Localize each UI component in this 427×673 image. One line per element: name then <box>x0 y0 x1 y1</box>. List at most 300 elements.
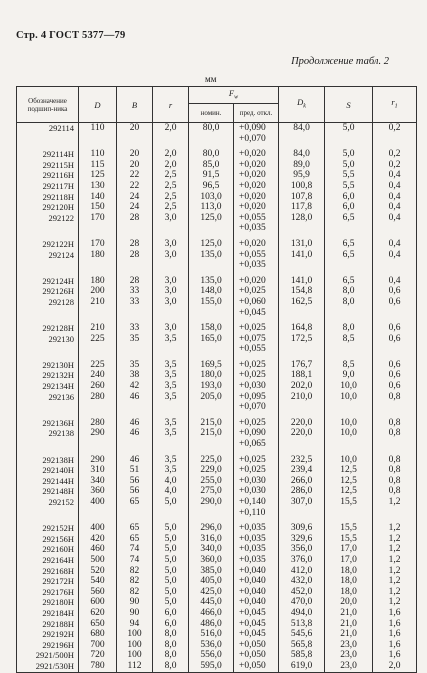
cell-B: 82 <box>117 576 153 587</box>
cell-r1: 0,6 <box>373 323 417 334</box>
cell-r1: 0,6 <box>373 297 417 308</box>
cell-Dk <box>279 223 325 234</box>
table-row <box>17 465 417 476</box>
cell-B: 42 <box>117 381 153 392</box>
col-r1-letter: r <box>391 97 395 108</box>
cell-nom: 103,0 <box>189 192 234 203</box>
cell-Dk: 220,0 <box>279 428 325 439</box>
cell-des: 2921/500Н <box>17 650 79 661</box>
cell-D: 170 <box>79 239 117 250</box>
cell-S: 18,0 <box>325 587 373 598</box>
cell-r: 5,0 <box>153 597 189 608</box>
cell-des: 292132Н <box>17 370 79 381</box>
cell-des: 292164Н <box>17 555 79 566</box>
cell-tol: +0,055 <box>234 213 279 224</box>
cell-B: 82 <box>117 566 153 577</box>
cell-B <box>117 260 153 271</box>
cell-des: 292134Н <box>17 381 79 392</box>
cell-tol: +0,035 <box>234 223 279 234</box>
col-Fw-letter: F <box>228 87 235 98</box>
table-header <box>17 87 417 123</box>
cell-S <box>325 134 373 145</box>
cell-S: 8,0 <box>325 297 373 308</box>
cell-S <box>325 223 373 234</box>
cell-tol: +0,040 <box>234 587 279 598</box>
cell-des <box>17 402 79 413</box>
table-row <box>17 402 417 413</box>
cell-tol: +0,040 <box>234 576 279 587</box>
cell-r <box>153 134 189 145</box>
cell-des: 292126Н <box>17 286 79 297</box>
cell-r: 3,0 <box>153 297 189 308</box>
cell-des: 292115Н <box>17 160 79 171</box>
cell-nom: 255,0 <box>189 476 234 487</box>
cell-S: 10,0 <box>325 455 373 466</box>
cell-r: 2,0 <box>153 149 189 160</box>
cell-r: 5,0 <box>153 566 189 577</box>
table-row <box>17 650 417 661</box>
cell-D: 260 <box>79 381 117 392</box>
cell-r1: 0,4 <box>373 192 417 203</box>
table-row <box>17 544 417 555</box>
cell-r1: 0,4 <box>373 239 417 250</box>
cell-S: 23,0 <box>325 650 373 661</box>
table-row <box>17 392 417 403</box>
cell-nom: 229,0 <box>189 465 234 476</box>
cell-des: 292122Н <box>17 239 79 250</box>
cell-Dk: 100,8 <box>279 181 325 192</box>
cell-des <box>17 308 79 319</box>
cell-r: 3,0 <box>153 276 189 287</box>
cell-D <box>79 344 117 355</box>
cell-r: 3,5 <box>153 465 189 476</box>
cell-Dk: 172,5 <box>279 334 325 345</box>
cell-r: 8,0 <box>153 650 189 661</box>
cell-B <box>117 508 153 519</box>
cell-r1: 0,4 <box>373 250 417 261</box>
cell-nom: 445,0 <box>189 597 234 608</box>
page-header: Стр. 4 ГОСТ 5377—79 <box>16 30 126 41</box>
cell-nom: 296,0 <box>189 523 234 534</box>
cell-D: 700 <box>79 640 117 651</box>
cell-B: 74 <box>117 555 153 566</box>
cell-nom: 215,0 <box>189 418 234 429</box>
cell-des: 292114Н <box>17 149 79 160</box>
cell-D: 225 <box>79 334 117 345</box>
cell-des: 292152Н <box>17 523 79 534</box>
cell-des: 292124Н <box>17 276 79 287</box>
cell-nom: 125,0 <box>189 213 234 224</box>
cell-S: 8,5 <box>325 334 373 345</box>
table-row <box>17 170 417 181</box>
cell-r: 3,5 <box>153 418 189 429</box>
cell-nom: 169,5 <box>189 360 234 371</box>
cell-tol: +0,050 <box>234 661 279 672</box>
table-row <box>17 297 417 308</box>
cell-D: 560 <box>79 587 117 598</box>
cell-r1 <box>373 402 417 413</box>
cell-Dk: 545,6 <box>279 629 325 640</box>
cell-B: 28 <box>117 276 153 287</box>
table-body <box>17 123 417 673</box>
cell-D: 125 <box>79 170 117 181</box>
cell-S: 21,0 <box>325 608 373 619</box>
cell-B: 65 <box>117 497 153 508</box>
cell-r1 <box>373 260 417 271</box>
cell-nom: 113,0 <box>189 202 234 213</box>
cell-des: 2921/530Н <box>17 661 79 672</box>
cell-r: 2,5 <box>153 202 189 213</box>
cell-des: 292144Н <box>17 476 79 487</box>
cell-B <box>117 308 153 319</box>
cell-S: 10,0 <box>325 428 373 439</box>
cell-Dk <box>279 260 325 271</box>
cell-r <box>153 508 189 519</box>
cell-r: 2,5 <box>153 192 189 203</box>
cell-tol: +0,045 <box>234 619 279 630</box>
cell-r <box>153 402 189 413</box>
cell-nom: 135,0 <box>189 250 234 261</box>
cell-tol: +0,020 <box>234 149 279 160</box>
cell-tol: +0,035 <box>234 534 279 545</box>
cell-S: 21,0 <box>325 619 373 630</box>
cell-D: 150 <box>79 202 117 213</box>
cell-r1: 1,6 <box>373 629 417 640</box>
table-row <box>17 286 417 297</box>
cell-B: 65 <box>117 534 153 545</box>
cell-B <box>117 402 153 413</box>
cell-r: 5,0 <box>153 544 189 555</box>
cell-r1: 0,2 <box>373 123 417 134</box>
cell-Dk <box>279 439 325 450</box>
cell-r1: 0,8 <box>373 392 417 403</box>
cell-r1: 0,4 <box>373 276 417 287</box>
cell-r: 5,0 <box>153 523 189 534</box>
cell-tol: +0,020 <box>234 192 279 203</box>
cell-r1: 0,4 <box>373 170 417 181</box>
cell-r1 <box>373 134 417 145</box>
cell-B <box>117 439 153 450</box>
cell-nom: 225,0 <box>189 455 234 466</box>
cell-B: 112 <box>117 661 153 672</box>
cell-r1: 0,4 <box>373 202 417 213</box>
cell-S <box>325 344 373 355</box>
cell-des: 292138 <box>17 428 79 439</box>
cell-Dk: 117,8 <box>279 202 325 213</box>
table-row <box>17 439 417 450</box>
cell-r1 <box>373 344 417 355</box>
cell-Dk: 154,8 <box>279 286 325 297</box>
cell-Dk <box>279 134 325 145</box>
cell-r: 4,0 <box>153 476 189 487</box>
bearing-dimensions-table <box>16 86 416 673</box>
cell-r1: 0,8 <box>373 465 417 476</box>
table-row <box>17 381 417 392</box>
table-row <box>17 661 417 672</box>
cell-r: 3,5 <box>153 392 189 403</box>
table-row <box>17 223 417 234</box>
cell-B: 28 <box>117 213 153 224</box>
cell-D: 110 <box>79 149 117 160</box>
cell-Dk: 565,8 <box>279 640 325 651</box>
cell-S: 6,5 <box>325 276 373 287</box>
cell-r1: 1,2 <box>373 544 417 555</box>
cell-des: 292136Н <box>17 418 79 429</box>
cell-r1: 1,6 <box>373 608 417 619</box>
cell-B: 20 <box>117 160 153 171</box>
cell-S: 23,0 <box>325 661 373 672</box>
cell-r1: 0,2 <box>373 149 417 160</box>
cell-tol: +0,035 <box>234 523 279 534</box>
col-Fw-subscript: w <box>234 94 239 101</box>
cell-S: 12,5 <box>325 476 373 487</box>
cell-nom <box>189 344 234 355</box>
col-D: D <box>79 87 117 123</box>
cell-tol: +0,070 <box>234 402 279 413</box>
cell-nom: 91,5 <box>189 170 234 181</box>
cell-B <box>117 223 153 234</box>
cell-S: 12,5 <box>325 486 373 497</box>
cell-S <box>325 402 373 413</box>
cell-S: 18,0 <box>325 566 373 577</box>
cell-nom: 135,0 <box>189 276 234 287</box>
table-row <box>17 486 417 497</box>
col-Fw-nominal: номин. <box>189 104 234 123</box>
cell-nom: 360,0 <box>189 555 234 566</box>
cell-nom: 290,0 <box>189 497 234 508</box>
cell-D: 400 <box>79 523 117 534</box>
table-row <box>17 597 417 608</box>
cell-B: 22 <box>117 181 153 192</box>
cell-D: 420 <box>79 534 117 545</box>
table-row <box>17 455 417 466</box>
cell-nom: 385,0 <box>189 566 234 577</box>
cell-tol: +0,020 <box>234 239 279 250</box>
cell-des <box>17 439 79 450</box>
cell-D: 780 <box>79 661 117 672</box>
cell-tol: +0,065 <box>234 439 279 450</box>
cell-Dk: 128,0 <box>279 213 325 224</box>
cell-Dk: 585,8 <box>279 650 325 661</box>
cell-r <box>153 260 189 271</box>
cell-des: 292124 <box>17 250 79 261</box>
cell-des: 292136 <box>17 392 79 403</box>
table-row <box>17 476 417 487</box>
cell-r1: 1,2 <box>373 597 417 608</box>
cell-Dk: 432,0 <box>279 576 325 587</box>
cell-D <box>79 508 117 519</box>
cell-Dk: 329,6 <box>279 534 325 545</box>
cell-nom: 405,0 <box>189 576 234 587</box>
table-row <box>17 134 417 145</box>
cell-D: 650 <box>79 619 117 630</box>
cell-r: 3,0 <box>153 213 189 224</box>
cell-B: 46 <box>117 455 153 466</box>
cell-S: 5,5 <box>325 170 373 181</box>
col-designation: Обозначение подшип-ника <box>17 87 79 123</box>
cell-r1: 0,6 <box>373 370 417 381</box>
cell-des <box>17 134 79 145</box>
cell-S: 6,5 <box>325 250 373 261</box>
cell-nom <box>189 134 234 145</box>
cell-S: 8,5 <box>325 360 373 371</box>
cell-tol: +0,045 <box>234 629 279 640</box>
table-row <box>17 523 417 534</box>
cell-B: 38 <box>117 370 153 381</box>
cell-nom <box>189 402 234 413</box>
cell-S: 10,0 <box>325 392 373 403</box>
table-row <box>17 629 417 640</box>
cell-r <box>153 223 189 234</box>
cell-des: 292116Н <box>17 170 79 181</box>
cell-S <box>325 308 373 319</box>
cell-B: 100 <box>117 640 153 651</box>
cell-B: 56 <box>117 476 153 487</box>
cell-r1 <box>373 223 417 234</box>
cell-des: 292172Н <box>17 576 79 587</box>
table-row <box>17 344 417 355</box>
cell-S: 8,0 <box>325 323 373 334</box>
cell-D: 400 <box>79 497 117 508</box>
cell-r1: 0,8 <box>373 486 417 497</box>
cell-r: 3,5 <box>153 381 189 392</box>
cell-des: 292128 <box>17 297 79 308</box>
cell-tol: +0,025 <box>234 360 279 371</box>
cell-tol: +0,020 <box>234 181 279 192</box>
cell-D: 340 <box>79 476 117 487</box>
cell-des: 292184Н <box>17 608 79 619</box>
cell-B: 35 <box>117 334 153 345</box>
cell-D: 280 <box>79 392 117 403</box>
cell-nom: 148,0 <box>189 286 234 297</box>
col-Dk-letter: D <box>297 97 304 108</box>
table-row <box>17 576 417 587</box>
cell-B: 90 <box>117 608 153 619</box>
cell-des: 292180Н <box>17 597 79 608</box>
cell-S: 5,0 <box>325 149 373 160</box>
cell-r: 3,5 <box>153 455 189 466</box>
cell-r: 2,5 <box>153 181 189 192</box>
cell-D: 280 <box>79 418 117 429</box>
cell-r1: 0,8 <box>373 418 417 429</box>
cell-r <box>153 344 189 355</box>
cell-tol: +0,020 <box>234 160 279 171</box>
cell-r <box>153 308 189 319</box>
cell-B <box>117 134 153 145</box>
table-row <box>17 308 417 319</box>
cell-r: 5,0 <box>153 497 189 508</box>
cell-D: 110 <box>79 123 117 134</box>
col-Fw-group <box>189 87 279 104</box>
col-Fw-tolerance: пред. откл. <box>234 104 279 123</box>
cell-B: 20 <box>117 149 153 160</box>
cell-des: 292192Н <box>17 629 79 640</box>
cell-nom: 85,0 <box>189 160 234 171</box>
cell-nom: 96,5 <box>189 181 234 192</box>
cell-tol: +0,030 <box>234 486 279 497</box>
cell-D: 200 <box>79 286 117 297</box>
cell-D: 620 <box>79 608 117 619</box>
table-row <box>17 276 417 287</box>
cell-tol: +0,075 <box>234 334 279 345</box>
cell-tol: +0,140 <box>234 497 279 508</box>
cell-Dk: 210,0 <box>279 392 325 403</box>
cell-Dk: 470,0 <box>279 597 325 608</box>
cell-tol: +0,020 <box>234 276 279 287</box>
cell-des <box>17 344 79 355</box>
cell-r1: 0,4 <box>373 181 417 192</box>
table-row <box>17 555 417 566</box>
cell-r1: 1,2 <box>373 576 417 587</box>
table-row <box>17 239 417 250</box>
cell-tol: +0,025 <box>234 323 279 334</box>
cell-tol: +0,035 <box>234 555 279 566</box>
cell-r1: 1,6 <box>373 650 417 661</box>
cell-D: 140 <box>79 192 117 203</box>
cell-Dk: 356,0 <box>279 544 325 555</box>
cell-r1 <box>373 508 417 519</box>
col-r1-subscript: 1 <box>394 103 398 110</box>
cell-tol: +0,035 <box>234 544 279 555</box>
cell-tol: +0,025 <box>234 418 279 429</box>
cell-Dk: 176,7 <box>279 360 325 371</box>
cell-nom: 80,0 <box>189 123 234 134</box>
cell-Dk: 619,0 <box>279 661 325 672</box>
cell-r: 3,0 <box>153 239 189 250</box>
cell-S <box>325 439 373 450</box>
cell-Dk: 239,4 <box>279 465 325 476</box>
cell-B: 28 <box>117 239 153 250</box>
cell-S: 10,0 <box>325 381 373 392</box>
col-Dk-subscript: k <box>303 103 306 110</box>
table-row <box>17 608 417 619</box>
cell-des: 292140Н <box>17 465 79 476</box>
cell-D: 500 <box>79 555 117 566</box>
cell-des <box>17 260 79 271</box>
cell-des: 292120Н <box>17 202 79 213</box>
cell-r1: 0,8 <box>373 455 417 466</box>
table-row <box>17 587 417 598</box>
cell-des: 292168Н <box>17 566 79 577</box>
cell-des <box>17 223 79 234</box>
cell-B: 22 <box>117 170 153 181</box>
cell-des: 292156Н <box>17 534 79 545</box>
cell-nom: 165,0 <box>189 334 234 345</box>
cell-nom <box>189 508 234 519</box>
cell-Dk: 89,0 <box>279 160 325 171</box>
cell-r1: 1,6 <box>373 619 417 630</box>
cell-Dk: 309,6 <box>279 523 325 534</box>
cell-B: 33 <box>117 286 153 297</box>
cell-B: 94 <box>117 619 153 630</box>
cell-D: 210 <box>79 323 117 334</box>
cell-r1: 0,6 <box>373 286 417 297</box>
cell-Dk: 141,0 <box>279 250 325 261</box>
cell-r1: 1,2 <box>373 534 417 545</box>
table-row <box>17 566 417 577</box>
cell-r: 8,0 <box>153 640 189 651</box>
cell-des: 292128Н <box>17 323 79 334</box>
cell-B: 82 <box>117 587 153 598</box>
cell-D: 170 <box>79 213 117 224</box>
cell-nom: 340,0 <box>189 544 234 555</box>
cell-des: 292152 <box>17 497 79 508</box>
cell-r: 8,0 <box>153 629 189 640</box>
cell-r: 3,0 <box>153 323 189 334</box>
cell-D: 460 <box>79 544 117 555</box>
cell-nom: 215,0 <box>189 428 234 439</box>
cell-S: 20,0 <box>325 597 373 608</box>
